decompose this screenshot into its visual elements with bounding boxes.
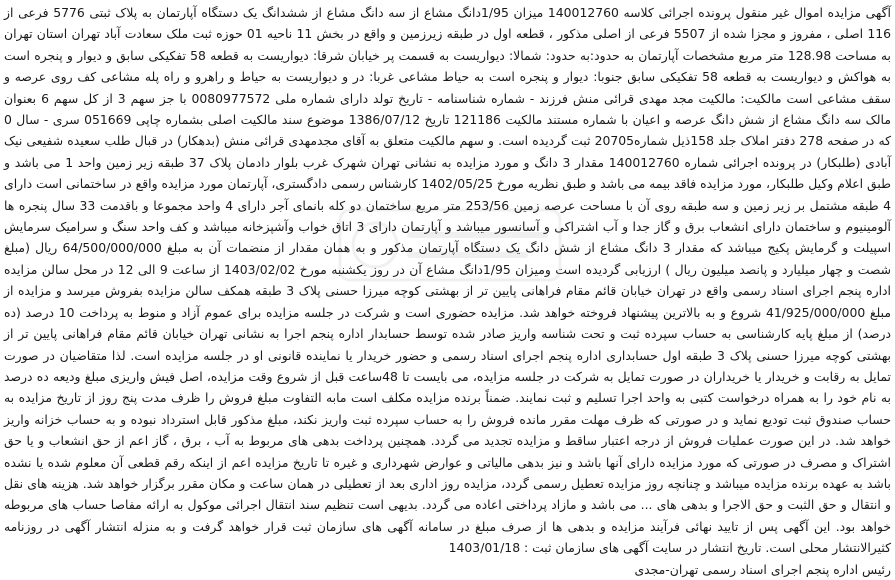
notice-signature: رئیس اداره پنجم اجرای اسناد رسمی تهران-مجدی [634, 561, 891, 577]
notice-body: آگهی مزایده اموال غیر منقول پرونده اجرائی کلاسه 140012760 میزان 1/95دانگ مشاع از سه دانگ مشاع از ششدانگ یک دستگاه آپارتمان به پلاک ثبتی 5776 فرعی از 116 اصلی ، مفروز و مجزا شده از 5507 فرعی از اصلی مذکور ، قطعه اول در طبقه زیرزمین و واقع در بخش 11 ناحیه 01 حوزه ثبت ملک سعادت آباد تهران استان تهران به مساحت 128.98 متر مربع مشخصات آپارتمان به حدود:به حدود: شمالا: دیواریست به قسمت پر خیابان شرقا: دیواریست به قطعه 58 تفکیکی سابق و دیوار و پنجره است به هواکش و دیواریست به قطعه 58 تفکیکی سابق جنوبا: دیوار و پنجره است به حیاط مشاعی غربا: در و دیواریست به حیاط و راهرو و راه پله مشاعی کف روی عرصه و سقف مشاعی است مالکیت: مالکیت مجد مهدی قرائی منش فرزند - شماره شناسنامه - تاریخ تولد دارای شماره ملی 0080977572 با جز سهم 3 از کل سهم 6 بعنوان مالک سه دانگ مشاع از شش دانگ عرصه و اعیان با شماره مستند مالکیت 121186 تاریخ 1386/07/12 موضوع سند مالکیت اصلی بشماره چاپی 051669 سری - سال 0 که در صفحه 278 دفتر املاک جلد 158ذیل شماره20705 ثبت گردیده است. و سهم مالکیت متعلق به آقای مجدمهدی قرائی منش (بدهکار) در قبال طلب سعیده شفیعی نیک آبادی (طلبکار) در پرونده اجرائی شماره 140012760 مقدار 3 دانگ و مورد مزایده به نشانی تهران شهرک غرب بلوار دادمان پلاک 37 طبقه زیر زمین واحد 1 می باشد و طبق اعلام وکیل طلبکار، مورد مزایده فاقد بیمه می باشد و طبق نظریه مورخ 1402/05/25 کارشناس رسمی دادگستری، آپارتمان مورد مزایده واقع در ساختمانی است دارای 4 طبقه مشتمل بر زیر زمین و سه طبقه روی آن با مساحت عرصه زمین 253/56 متر مربع ساختمان دو کله بانمای آجر دارای 4 واحد مجموعا و باقدمت 33 سال پنجره ها آلومینیوم و ساختمان دارای انشعاب برق و گاز جدا و آب اشتراکی و آسانسور میباشد و آپارتمان دارای 3 اتاق خواب وآشپزخانه میباشد و کف واحد سنگ و سرامیک سرمایش اسپیلت و گرمایش پکیج میباشد که مقدار 3 دانگ مشاع از شش دانگ یک دستگاه آپارتمان مذکور و به همان مقدار از منضمات آن به مبلغ 64/500/000/000 ریال (مبلغ شصت و چهار میلیارد و پانصد میلیون ریال ) ارزیابی گردیده است ومیزان 1/95دانگ مشاع آن در روز یکشنبه مورخ 1403/02/02 از ساعت 9 الی 12 در محل سالن مزایده اداره پنجم اجرای اسناد رسمی واقع در تهران خیابان قائم مقام فراهانی پایین تر از بهشتی کوچه میرزا حسنی پلاک 3 طبقه همکف سالن مزایده بفروش میرسد و مزایده از مبلغ 41/925/000/000 شروع و به بالاترین پیشنهاد فروخته خواهد شد. مزایده حضوری است و شرکت در جلسه مزایده برای عموم آزاد و منوط به پرداخت 10 درصد (ده درصد) از مبلغ پایه کارشناسی به حساب سپرده ثبت و تحت شناسه واریز صادر شده توسط حسابدار اداره پنجم اجرا به نشانی تهران خیابان قائم مقام فراهانی پایین تر از بهشتی کوچه میرزا حسنی پلاک 3 طبقه اول حسابداری اداره پنجم اجرای اسناد رسمی و حضور خریدار یا نماینده قانونی او در جلسه مزایده است. لذا متقاضیان در صورت تمایل به رقابت و خریدار یا خریداران در صورت تمایل به شرکت در جلسه مزایده، می بایست تا 48ساعت قبل از شروع وقت مزایده، اصل فیش واریزی مبلغ ودیعه ده درصد به نام خود را به همراه درخواست کتبی به واحد اجرا تسلیم و ثبت نمایند. ضمناً برنده مزایده مکلف است مابه التفاوت مبلغ فروش را ظرف مدت پنج روز از تاریخ مزایده به حساب صندوق ثبت تودیع نماید و در صورتی که ظرف مهلت مقرر مانده فروش را به حساب سپرده ثبت واریز نکند، مبلغ مذکور قابل استرداد نبوده و به حساب خزانه واریز خواهد شد. در این صورت عملیات فروش از درجه اعتبار ساقط و مزایده تجدید می گردد. همچنین پرداخت بدهی های مربوط به آب ، برق ، گاز اعم از حق انشعاب و یا حق اشتراک و مصرف در صورتی که مورد مزایده دارای آنها باشد و نیز بدهی مالیاتی و عوارض شهرداری و غیره تا تاریخ مزایده اعم از اینکه رقم قطعی آن معلوم شده یا نشده باشد به عهده برنده مزایده میباشد و چنانچه روز مزایده تعطیل رسمی گردد، مزایده روز اداری بعد از تعطیلی در همان ساعت و مکان مقرر برگزار خواهد شد. هزینه های نقل و انتقال و حق الثبت و حق الاجرا و بدهی های ... می باشد و مازاد پرداختی اعاده می گردد. بدیهی است تنظیم سند انتقال اجرائی موکول به ارائه مفاصا حساب های مربوطه خواهد بود. این آگهی پس از تایید نهائی فرآیند مزایده و بدهی ها از صرف مبلغ در سامانه آگهی های سازمان ثبت قرار خواهد گرفت و به منزله انتشار آگهی در روزنامه کثیرالانتشار محلی است. تاریخ انتشار در سایت آگهی های سازمان ثبت : 1403/01/18 [4, 5, 892, 556]
auction-notice [4, 2, 892, 577]
